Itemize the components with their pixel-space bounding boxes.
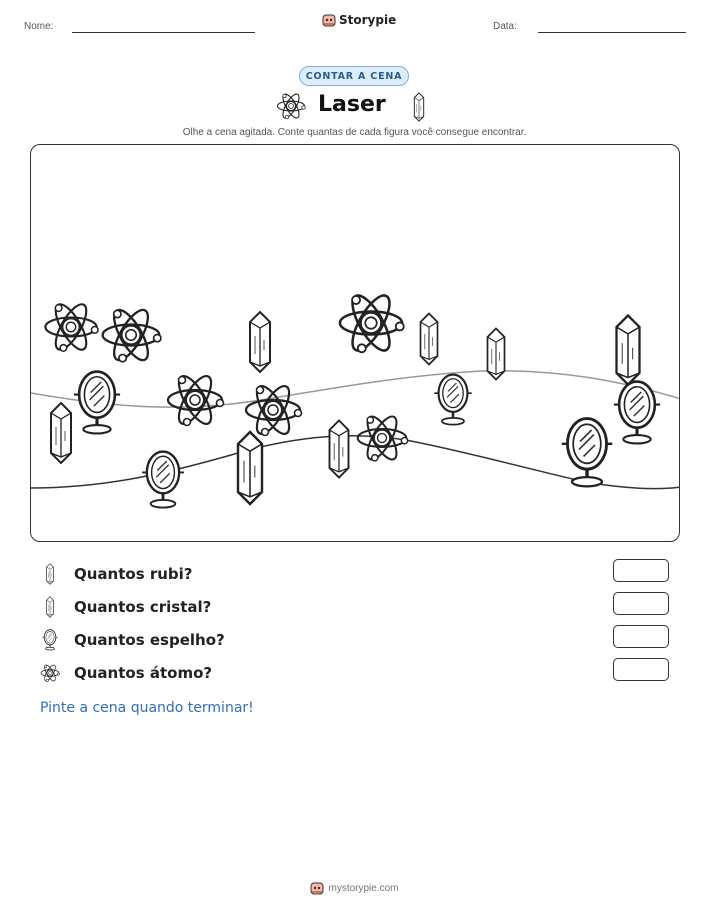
question-label: Quantos átomo? [74,664,213,682]
atom-icon [103,305,161,365]
question-label: Quantos espelho? [74,631,225,649]
crystal-icon [421,314,438,365]
mirror-icon [40,629,60,651]
brand [322,13,396,27]
atom-icon [45,300,98,354]
question-label: Quantos rubi? [74,565,193,583]
name-line[interactable] [72,32,255,33]
question-atom [40,661,212,685]
atom-icon [40,662,60,684]
footer [0,881,709,895]
atom-icon [276,91,306,121]
brand-name: Storypie [339,13,397,27]
storypie-logo-icon [310,881,324,895]
question-ruby [40,562,193,586]
storypie-logo-icon [322,13,336,27]
mirror-icon [562,419,613,487]
question-mirror [40,628,225,652]
mirror-icon [74,372,120,434]
mirror-icon [434,375,471,425]
answer-box-mirror[interactable] [613,625,669,648]
activity-badge: CONTAR A CENA [299,66,409,86]
crystal-icon [238,432,262,504]
instructions: Olhe a cena agitada. Conte quantas de cada figura você consegue encontrar. [182,127,527,138]
crystal-icon [488,329,505,380]
question-crystal [40,595,211,619]
question-label: Quantos cristal? [74,598,212,616]
crystal-icon [330,421,349,478]
date-label: Data: [493,21,517,32]
footer-url[interactable]: mystorypie.com [328,882,399,894]
atom-icon [358,412,408,463]
coloring-note: Pinte a cena quando terminar! [40,700,254,716]
name-label: Nome: [24,21,54,32]
counting-scene [30,144,680,542]
page-title: Laser [318,92,386,117]
crystal-icon [617,316,640,385]
crystal-icon [250,312,270,372]
atom-icon [246,382,302,439]
mirror-icon [142,452,184,508]
crystal-icon [51,403,71,463]
date-line[interactable] [538,32,686,33]
ruby-icon [40,563,60,585]
answer-box-crystal[interactable] [613,592,669,615]
atom-icon [168,372,224,429]
scene-illustration [31,145,680,542]
answer-box-atom[interactable] [613,658,669,681]
crystal-icon [411,92,427,122]
atom-icon [340,290,404,355]
answer-box-ruby[interactable] [613,559,669,582]
crystal-icon [40,596,60,618]
